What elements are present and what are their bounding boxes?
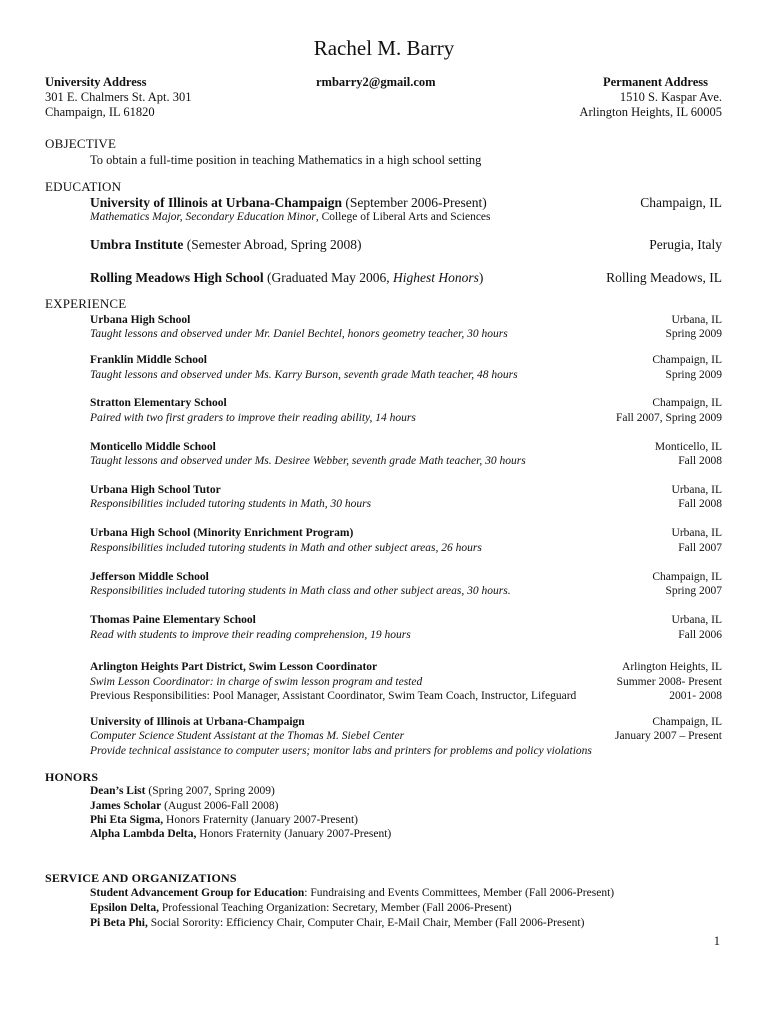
experience-date: Fall 2007, Spring 2009 — [615, 412, 722, 424]
experience-description: Responsibilities included tutoring students in Math class and other subject areas, 30 hours. — [90, 585, 511, 597]
organization-detail: Social Sorority: Efficiency Chair, Computer Chair, E-Mail Chair, Member (Fall 2006-Present) — [147, 917, 585, 929]
organization-detail: : Fundraising and Events Committees, Member (Fall 2006-Present) — [304, 887, 615, 899]
experience-description: Previous Responsibilities: Pool Manager, Assistant Coordinator, Swim Team Coach, Instructor, Lifeguard — [90, 690, 577, 702]
experience-description: Taught lessons and observed under Mr. Daniel Bechtel, honors geometry teacher, 30 hours — [90, 328, 508, 340]
experience-date: January 2007 – Present — [615, 730, 722, 742]
experience-description: Swim Lesson Coordinator: in charge of swim lesson program and tested — [90, 676, 423, 688]
experience-description: Computer Science Student Assistant at the Thomas M. Siebel Center — [90, 730, 405, 742]
university-address-line1: 301 E. Chalmers St. Apt. 301 — [45, 90, 192, 104]
experience-description: Provide technical assistance to computer users; monitor labs and printers for problems and policy violations — [90, 745, 592, 757]
experience-date: Summer 2008- Present — [616, 676, 722, 688]
experience-title: Jefferson Middle School — [90, 571, 209, 583]
experience-title: Franklin Middle School — [90, 354, 207, 366]
school-detail-close: ) — [478, 270, 484, 285]
experience-title: Monticello Middle School — [90, 441, 216, 453]
experience-date: 2001- 2008 — [669, 690, 722, 702]
experience-location: Champaign, IL — [652, 571, 722, 583]
service-item — [90, 916, 584, 931]
honor-detail: Honors Fraternity (January 2007-Present) — [196, 828, 392, 840]
school-honors: Highest Honors — [393, 270, 479, 285]
honors-item — [90, 784, 275, 799]
experience-location: Arlington Heights, IL — [622, 661, 722, 673]
honor-detail: Honors Fraternity (January 2007-Present) — [163, 814, 358, 826]
school-location: Champaign, IL — [640, 195, 722, 210]
experience-description: Responsibilities included tutoring students in Math, 30 hours — [90, 498, 372, 510]
experience-description: Responsibilities included tutoring students in Math and other subject areas, 26 hours — [90, 542, 482, 554]
experience-location: Champaign, IL — [652, 397, 722, 409]
experience-title: Stratton Elementary School — [90, 397, 227, 409]
honor-detail: (August 2006-Fall 2008) — [161, 800, 279, 812]
experience-location: Champaign, IL — [652, 354, 722, 366]
school-name: Rolling Meadows High School — [90, 270, 264, 285]
experience-date: Spring 2009 — [665, 369, 722, 381]
honor-name: Dean’s List — [90, 785, 146, 797]
experience-date: Spring 2007 — [665, 585, 722, 597]
honors-heading: HONORS — [45, 770, 99, 784]
experience-location: Monticello, IL — [654, 441, 722, 453]
honor-name: James Scholar — [90, 800, 162, 812]
experience-title: Thomas Paine Elementary School — [90, 614, 256, 626]
experience-title: Urbana High School — [90, 314, 191, 326]
experience-description: Taught lessons and observed under Ms. Desiree Webber, seventh grade Math teacher, 30 hours — [90, 455, 526, 467]
honors-item — [90, 799, 278, 814]
experience-date: Fall 2008 — [678, 498, 722, 510]
resume-name: Rachel M. Barry — [313, 36, 455, 60]
experience-description: Read with students to improve their reading comprehension, 19 hours — [90, 629, 411, 641]
email-link[interactable]: rmbarry2@gmail.com — [316, 75, 436, 89]
honors-item — [90, 827, 391, 842]
school-college: , College of Liberal Arts and Sciences — [315, 211, 491, 223]
experience-date: Fall 2008 — [678, 455, 722, 467]
education-entry-uiuc — [90, 194, 487, 211]
experience-location: Urbana, IL — [671, 484, 722, 496]
school-name: Umbra Institute — [90, 237, 184, 252]
experience-date: Fall 2007 — [678, 542, 722, 554]
organization-name: Student Advancement Group for Education — [90, 887, 305, 899]
objective-heading: OBJECTIVE — [45, 136, 117, 151]
honor-name: Alpha Lambda Delta, — [90, 828, 197, 840]
school-name: University of Illinois at Urbana-Champaign — [90, 195, 343, 210]
experience-title: Urbana High School Tutor — [90, 484, 221, 496]
experience-title: University of Illinois at Urbana-Champaign — [90, 716, 305, 728]
experience-location: Champaign, IL — [652, 716, 722, 728]
permanent-address-line2: Arlington Heights, IL 60005 — [579, 105, 722, 119]
experience-title: Urbana High School (Minority Enrichment Program) — [90, 527, 354, 539]
experience-heading: EXPERIENCE — [45, 296, 127, 311]
organization-detail: Professional Teaching Organization: Secretary, Member (Fall 2006-Present) — [159, 902, 512, 914]
organization-name: Pi Beta Phi, — [90, 917, 148, 929]
school-detail: (September 2006-Present) — [342, 195, 487, 210]
permanent-address-label: Permanent Address — [603, 75, 708, 89]
service-heading: SERVICE AND ORGANIZATIONS — [45, 871, 237, 885]
experience-location: Urbana, IL — [671, 527, 722, 539]
education-entry-rolling-meadows — [90, 269, 483, 286]
education-entry-umbra — [90, 236, 361, 253]
education-heading: EDUCATION — [45, 179, 122, 194]
honors-item — [90, 813, 358, 828]
school-location: Perugia, Italy — [649, 237, 722, 252]
school-major-minor: Mathematics Major, Secondary Education Minor — [90, 211, 316, 223]
page-number: 1 — [713, 934, 720, 948]
service-item — [90, 886, 614, 901]
school-detail: (Graduated May 2006, — [263, 270, 393, 285]
permanent-address-line1: 1510 S. Kaspar Ave. — [619, 90, 722, 104]
university-address-label: University Address — [45, 75, 147, 89]
organization-name: Epsilon Delta, — [90, 902, 160, 914]
honor-name: Phi Eta Sigma, — [90, 814, 164, 826]
experience-description: Taught lessons and observed under Ms. Karry Burson, seventh grade Math teacher, 48 hours — [90, 369, 518, 381]
school-location: Rolling Meadows, IL — [606, 270, 722, 285]
university-address-line2: Champaign, IL 61820 — [45, 105, 155, 119]
service-item — [90, 901, 512, 916]
school-detail: (Semester Abroad, Spring 2008) — [183, 237, 362, 252]
objective-text: To obtain a full-time position in teaching Mathematics in a high school setting — [90, 153, 482, 167]
school-program — [90, 210, 491, 225]
experience-date: Fall 2006 — [678, 629, 722, 641]
honor-detail: (Spring 2007, Spring 2009) — [145, 785, 275, 797]
experience-location: Urbana, IL — [671, 314, 722, 326]
experience-description: Paired with two first graders to improve their reading ability, 14 hours — [90, 412, 416, 424]
experience-date: Spring 2009 — [665, 328, 722, 340]
experience-location: Urbana, IL — [671, 614, 722, 626]
experience-title: Arlington Heights Part District, Swim Lesson Coordinator — [90, 661, 378, 673]
